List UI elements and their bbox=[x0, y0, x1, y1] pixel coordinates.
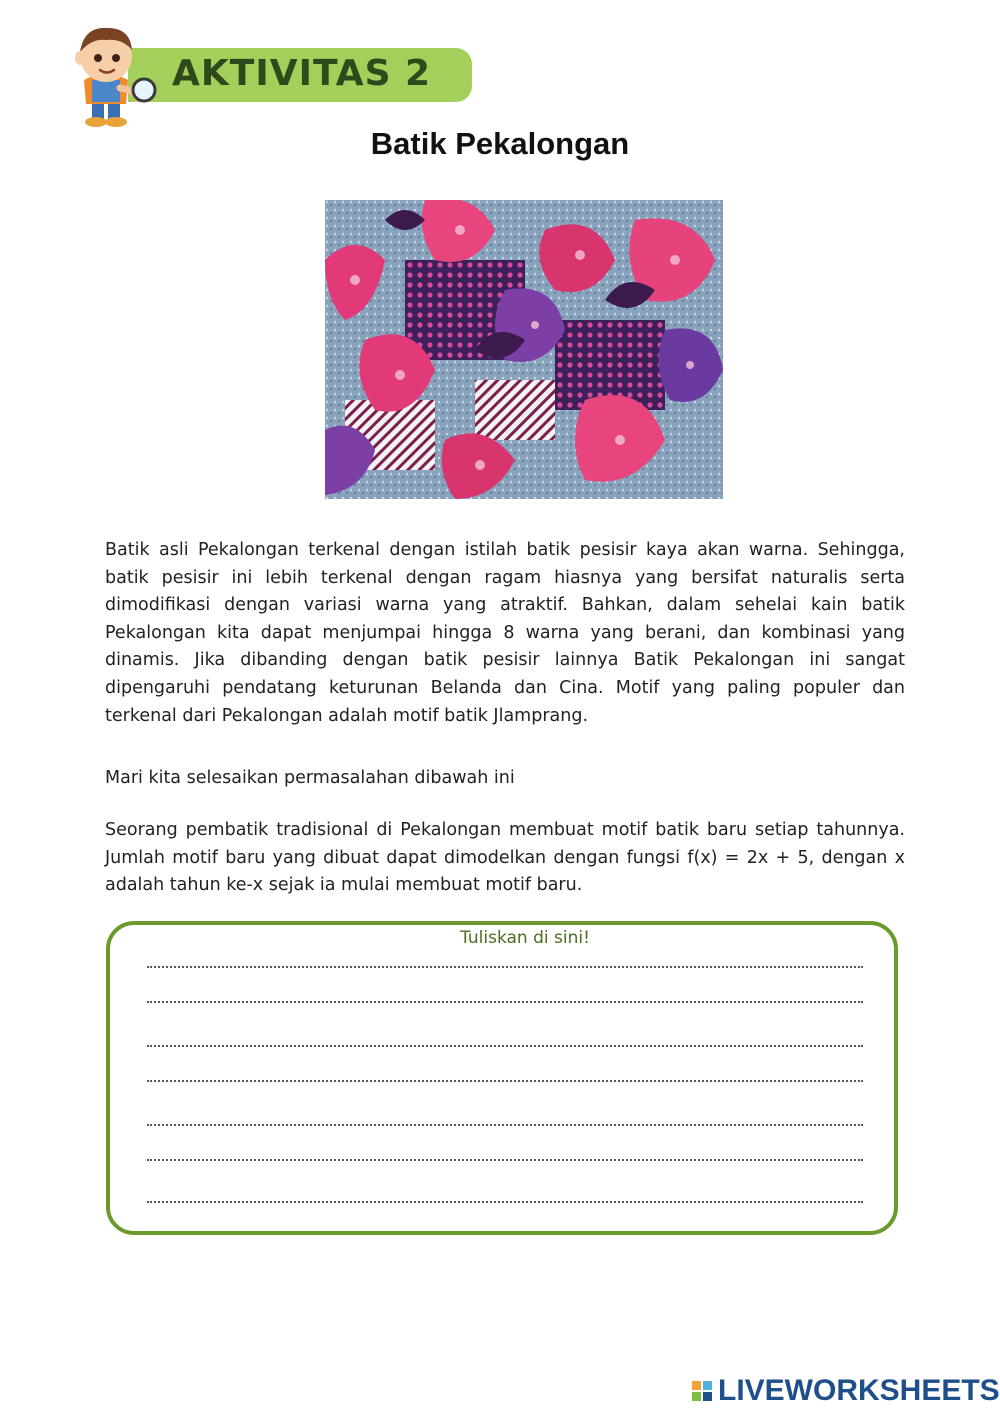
intro-paragraph: Batik asli Pekalongan terkenal dengan istilah batik pesisir kaya akan warna. Sehingga, batik pesisir ini lebih terkenal dengan ragam hiasnya yang bersifat naturalis serta dimodifikasi dengan variasi warna yang atraktif. Bahkan, dalam sehelai kain batik Pekalongan kita dapat menjumpai hingga 8 warna yang berani, dan kombinasi yang dinamis. Jika dibanding dengan batik pesisir lainnya Batik Pekalongan ini sangat dipengaruhi pendatang keturunan Belanda dan Cina. Motif yang paling populer dan terkenal dari Pekalongan adalah motif batik Jlamprang. bbox=[105, 540, 905, 726]
answer-line[interactable] bbox=[147, 966, 863, 968]
answer-line[interactable] bbox=[147, 1080, 863, 1082]
answer-line[interactable] bbox=[147, 1159, 863, 1161]
activity-title: AKTIVITAS 2 bbox=[172, 53, 432, 94]
answer-line[interactable] bbox=[147, 1045, 863, 1047]
answer-line[interactable] bbox=[147, 1001, 863, 1003]
liveworksheets-footer bbox=[692, 1374, 1000, 1408]
boy-with-magnifier-icon bbox=[62, 18, 162, 130]
answer-line[interactable] bbox=[147, 1124, 863, 1126]
brand-name: LIVEWORKSHEETS bbox=[718, 1374, 1000, 1407]
prompt-text: Mari kita selesaikan permasalahan dibawah ini bbox=[105, 768, 515, 788]
answer-line[interactable] bbox=[147, 1201, 863, 1203]
batik-pekalongan-photo bbox=[325, 200, 723, 499]
batik-pattern-image bbox=[325, 200, 723, 499]
liveworksheets-logo-icon bbox=[692, 1381, 712, 1401]
answer-box-label: Tuliskan di sini! bbox=[460, 928, 590, 948]
page-title: Batik Pekalongan bbox=[370, 126, 630, 161]
problem-paragraph: Seorang pembatik tradisional di Pekalongan membuat motif batik baru setiap tahunnya. Jumlah motif baru yang dibuat dapat dimodelkan dengan fungsi f(x) = 2x + 5, dengan x adalah tahun ke-x sejak ia mulai membuat motif baru. bbox=[105, 820, 905, 896]
answer-box bbox=[106, 921, 898, 1235]
